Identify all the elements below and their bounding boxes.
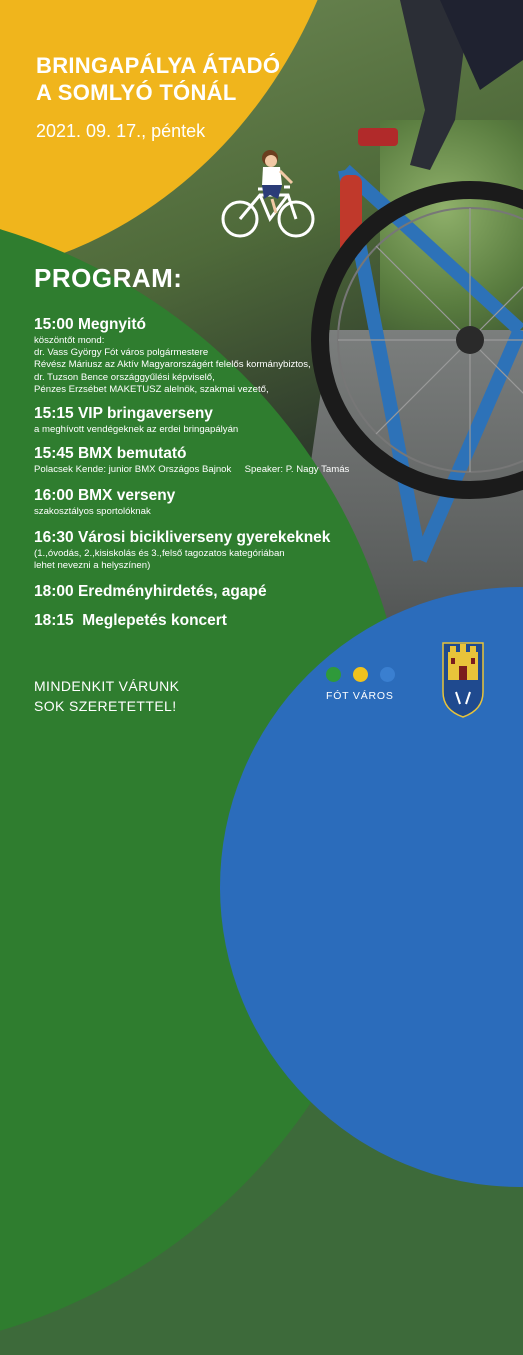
program-item-title: 18:15 Meglepetés koncert [34,612,227,629]
blue-dot [380,667,395,682]
program-item-title: 15:15 VIP bringaverseny [34,405,213,422]
program-item-title: 15:45 BMX bemutató [34,445,187,462]
program-heading: PROGRAM: [34,263,183,293]
program-item-title: 16:00 BMX verseny [34,487,176,504]
program-item-title: 15:00 Megnyitó [34,316,146,333]
program-item [34,583,434,601]
closing-line-1: MINDENKIT VÁRUNK [34,678,180,694]
detail-line: (1.,óvodás, 2.,kisiskolás és 3.,felső tagozatos kategóriában [34,548,285,559]
program-item-details [34,506,434,518]
detail-line: a meghívott vendégeknek az erdei bringapályán [34,424,239,435]
detail-line: dr. Vass György Fót város polgármestere [34,347,209,359]
program-item [34,612,434,630]
yellow-dot [353,667,368,682]
detail-line: Pénzes Erzsébet MAKETUSZ alelnök, szakmai vezető, [34,383,269,395]
program-item [34,316,434,396]
closing-line-2: SOK SZERETETTEL! [34,698,177,714]
program-item [34,405,434,436]
program-item [34,529,434,572]
detail-line: Révész Máriusz az Aktív Magyarországért felelős kormánybiztos, [34,359,311,371]
child-on-bicycle-icon [218,145,318,245]
detail-line: lehet nevezni a helyszínen) [34,560,151,572]
program-item-title: 18:00 Eredményhirdetés, agapé [34,583,267,600]
program-item-details [34,548,434,572]
title-line-1: BRINGAPÁLYA ÁTADÓ [36,53,281,78]
closing-message [34,676,179,716]
city-logo-text: FÓT VÁROS [326,690,394,702]
title-line-2: A SOMLYÓ TÓNÁL [36,80,237,105]
city-coat-of-arms-icon [442,642,484,718]
detail-line: dr. Tuzson Bence országgyűlési képviselő, [34,371,215,383]
program-item-details [34,464,434,476]
program-item [34,445,434,476]
detail-line: Polacsek Kende: junior BMX Országos Bajnok Speaker: P. Nagy Tamás [34,464,350,475]
event-title [36,52,356,106]
detail-line: szakosztályos sportolóknak [34,506,151,517]
program-item-details [34,335,434,396]
program-item-details [34,424,434,436]
detail-line: köszöntőt mond: [34,335,105,346]
program-item [34,487,434,518]
program-item-title: 16:30 Városi bicikliverseny gyerekeknek [34,529,331,546]
green-dot [326,667,341,682]
event-date: 2021. 09. 17., péntek [36,121,206,141]
